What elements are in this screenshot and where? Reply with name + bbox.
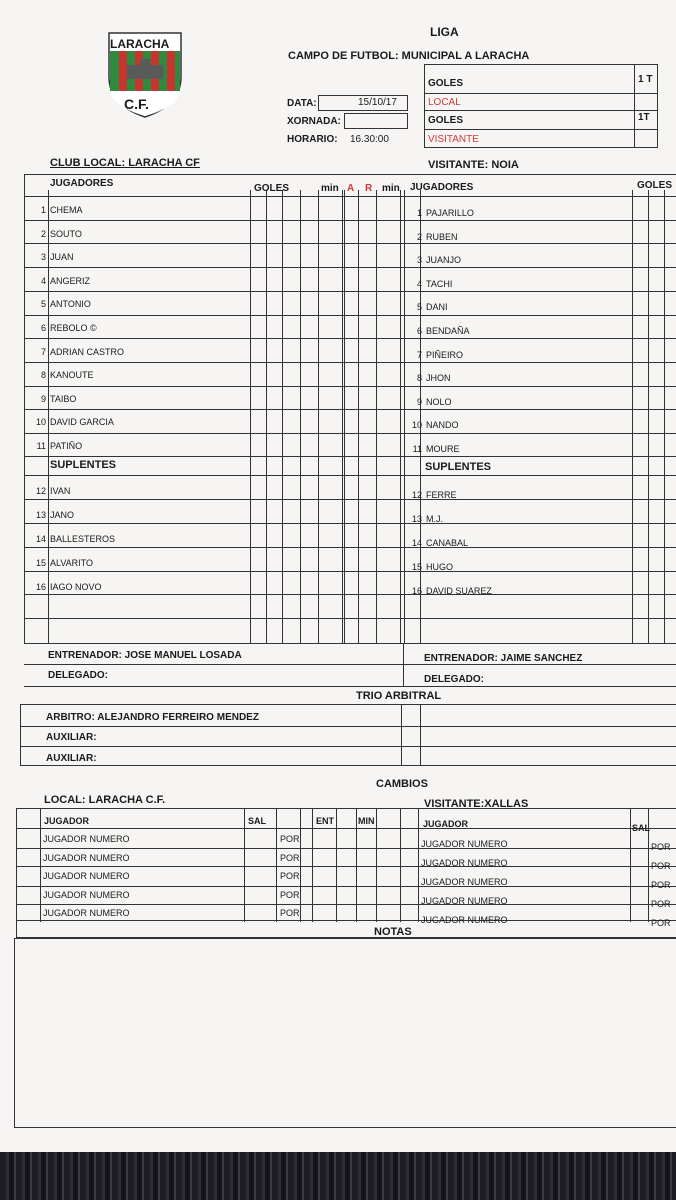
player-number: 5 <box>40 299 46 310</box>
local-delegate: DELEGADO: <box>48 670 108 681</box>
time-value: 16.30:00 <box>350 134 389 145</box>
player-name: TACHI <box>426 278 453 289</box>
changes-col-line <box>418 808 419 922</box>
sub-number: 15 <box>35 558 46 568</box>
sub-number: 13 <box>35 510 46 520</box>
score-goles-1: GOLES <box>428 78 464 89</box>
player-number: 1 <box>416 208 422 218</box>
notes-box <box>14 938 676 1128</box>
sub-number: 14 <box>35 534 46 544</box>
visitor-team-title: VISITANTE: NOIA <box>428 159 519 171</box>
club-name: LARACHA <box>110 37 170 51</box>
player-number: 2 <box>416 231 422 242</box>
player-number: 11 <box>412 444 422 454</box>
grid-col-line <box>344 190 345 644</box>
changes-visitor-por: POR <box>651 861 671 871</box>
score-visitor-label: VISITANTE <box>428 134 479 145</box>
player-number: 1 <box>40 205 46 215</box>
player-name: CHEMA <box>50 205 83 215</box>
player-number: 8 <box>416 373 422 384</box>
grid-row-line <box>24 338 676 339</box>
sub-number: 16 <box>35 582 46 592</box>
changes-visitor-row-label: JUGADOR NUMERO <box>421 915 508 925</box>
changes-visitor-por: POR <box>651 842 671 852</box>
visitor-delegate: DELEGADO: <box>424 674 484 685</box>
grid-col-line <box>318 190 319 644</box>
player-name: REBOLO © <box>50 323 97 333</box>
player-name: JHON <box>426 373 451 384</box>
grid-row-line <box>24 291 676 292</box>
changes-visitor-title: VISITANTE:XALLAS <box>424 798 529 810</box>
grid-row-line <box>24 362 676 363</box>
grid-col-line <box>48 190 49 644</box>
sub-name: M.J. <box>426 514 443 524</box>
sub-name: DAVID SUAREZ <box>426 586 492 596</box>
changes-local-player-header: JUGADOR <box>44 816 90 826</box>
sub-name: ALVARITO <box>50 558 94 568</box>
sub-number: 14 <box>411 538 422 548</box>
changes-visitor-por: POR <box>651 899 671 909</box>
changes-row-line <box>16 866 676 867</box>
sub-name: FERRE <box>426 490 457 500</box>
sub-name: IVAN <box>50 486 71 496</box>
date-value: 15/10/17 <box>358 97 397 108</box>
local-min-header-2: min <box>382 183 400 194</box>
sub-number: 16 <box>411 586 422 596</box>
changes-visitor-row-label: JUGADOR NUMERO <box>421 877 508 887</box>
player-name: DANI <box>426 302 448 313</box>
visitor-goles-header: GOLES <box>637 180 673 191</box>
player-number: 6 <box>416 326 422 336</box>
date-label: DATA: <box>287 98 317 109</box>
sub-name: IAGO NOVO <box>50 582 102 592</box>
changes-visitor-row-label: JUGADOR NUMERO <box>421 896 508 906</box>
player-name: DAVID GARCIA <box>50 417 114 428</box>
score-local-label: LOCAL <box>428 97 461 108</box>
player-number: 4 <box>416 278 422 289</box>
grid-col-line <box>266 190 267 644</box>
changes-row-line <box>16 848 676 849</box>
sub-name: BALLESTEROS <box>50 534 116 544</box>
changes-col-line <box>244 808 245 922</box>
changes-min-header: MIN <box>358 816 375 826</box>
grid-row-line <box>24 618 676 619</box>
changes-col-line <box>336 808 337 922</box>
grid-col-line <box>664 190 665 644</box>
local-coach: ENTRENADOR: JOSE MANUEL LOSADA <box>48 650 242 661</box>
sub-number: 15 <box>411 562 422 572</box>
sub-name: HUGO <box>426 562 453 572</box>
changes-local-por: POR <box>280 852 300 863</box>
local-subs-header: SUPLENTES <box>50 459 117 471</box>
player-name: JUANJO <box>426 255 462 266</box>
player-number: 9 <box>416 396 422 407</box>
player-name: PATIÑO <box>50 441 83 451</box>
grid-col-line <box>282 190 283 644</box>
local-team-title: CLUB LOCAL: LARACHA CF <box>50 157 200 169</box>
grid-row-line <box>24 433 676 434</box>
grid-row-line <box>24 196 676 197</box>
changes-local-por: POR <box>280 834 300 844</box>
local-players-header: JUGADORES <box>50 178 114 189</box>
changes-col-line <box>312 808 313 922</box>
changes-col-line <box>276 808 277 922</box>
changes-ent-header: ENT <box>316 816 334 826</box>
player-name: TAIBO <box>50 393 77 404</box>
player-number: 11 <box>36 441 46 451</box>
round-box <box>344 113 408 129</box>
changes-col-line <box>356 808 357 922</box>
player-number: 5 <box>416 302 422 313</box>
grid-col-line <box>342 190 343 644</box>
grid-row-line <box>24 456 676 457</box>
player-name: SOUTO <box>50 228 82 239</box>
changes-title: CAMBIOS <box>376 778 428 790</box>
changes-visitor-row-label: JUGADOR NUMERO <box>421 839 508 849</box>
player-name: KANOUTE <box>50 370 94 381</box>
player-number: 7 <box>40 346 46 357</box>
local-goles-header: GOLES <box>254 183 290 194</box>
player-name: PAJARILLO <box>426 208 474 218</box>
grid-col-line <box>358 190 359 644</box>
changes-visitor-por: POR <box>651 918 671 928</box>
player-name: JUAN <box>50 252 74 263</box>
grid-row-line <box>24 220 676 221</box>
grid-col-line <box>300 190 301 644</box>
sub-name: JANO <box>50 510 75 520</box>
changes-visitor-sal-header: SAL <box>632 823 650 833</box>
sub-number: 13 <box>411 514 422 524</box>
player-number: 2 <box>40 228 46 239</box>
changes-local-title: LOCAL: LARACHA C.F. <box>44 794 166 806</box>
grid-row-line <box>24 409 676 410</box>
grid-row-line <box>24 547 676 548</box>
referee-aux-2: AUXILIAR: <box>46 753 97 764</box>
changes-local-row-label: JUGADOR NUMERO <box>43 889 130 900</box>
local-min-header-1: min <box>321 183 339 194</box>
score-goles-2: GOLES <box>428 115 464 126</box>
changes-local-por: POR <box>280 871 300 881</box>
grid-col-line <box>632 190 633 644</box>
local-yellow-header: A <box>347 183 355 194</box>
grid-col-line <box>648 190 649 644</box>
changes-col-line <box>630 808 631 922</box>
player-name: MOURE <box>426 444 460 454</box>
referees-title: TRIO ARBITRAL <box>356 690 442 702</box>
sub-number: 12 <box>411 490 422 500</box>
visitor-coach: ENTRENADOR: JAIME SANCHEZ <box>424 653 583 664</box>
grid-row-line <box>24 386 676 387</box>
changes-sal-header: SAL <box>248 816 266 826</box>
changes-col-line <box>376 808 377 922</box>
score-half-1: 1 T <box>638 74 653 85</box>
changes-local-por: POR <box>280 889 300 900</box>
player-number: 4 <box>40 275 46 286</box>
changes-row-line <box>16 828 676 829</box>
player-name: ANGERIZ <box>50 275 91 286</box>
changes-local-row-label: JUGADOR NUMERO <box>43 834 130 844</box>
player-number: 7 <box>416 349 422 360</box>
changes-row-line <box>16 886 676 887</box>
changes-row-line <box>16 904 676 905</box>
grid-row-line <box>24 594 676 595</box>
changes-visitor-row-label: JUGADOR NUMERO <box>421 858 508 868</box>
competition-title: LIGA <box>430 25 459 39</box>
changes-col-line <box>40 808 41 922</box>
changes-col-line <box>300 808 301 922</box>
referee-main: ARBITRO: ALEJANDRO FERREIRO MENDEZ <box>46 712 259 723</box>
score-half-2: 1T <box>638 112 650 123</box>
player-name: NOLO <box>426 396 452 407</box>
grid-col-line <box>376 190 377 644</box>
visitor-subs-header: SUPLENTES <box>425 461 492 473</box>
player-name: PIÑEIRO <box>426 349 464 360</box>
changes-local-row-label: JUGADOR NUMERO <box>43 908 130 918</box>
player-number: 9 <box>40 393 46 404</box>
changes-visitor-player-header: JUGADOR <box>423 819 469 829</box>
visitor-players-header: JUGADORES <box>410 182 474 193</box>
player-number: 6 <box>40 323 46 333</box>
changes-visitor-por: POR <box>651 880 671 890</box>
club-suffix: C.F. <box>124 96 149 112</box>
changes-local-por: POR <box>280 908 300 918</box>
grid-row-line <box>24 243 676 244</box>
grid-row-line <box>24 571 676 572</box>
player-number: 3 <box>416 255 422 266</box>
notes-title: NOTAS <box>374 926 412 938</box>
field-line: CAMPO DE FUTBOL: MUNICIPAL A LARACHA <box>288 50 530 62</box>
sub-name: CANABAL <box>426 538 469 548</box>
fabric-background <box>0 1152 676 1200</box>
player-name: NANDO <box>426 420 459 431</box>
player-name: ADRIAN CASTRO <box>50 346 125 357</box>
changes-row-line <box>16 920 676 921</box>
local-red-header: R <box>365 183 373 194</box>
grid-col-line <box>250 190 251 644</box>
grid-row-line <box>24 499 676 500</box>
player-number: 8 <box>40 370 46 381</box>
player-number: 10 <box>411 420 422 431</box>
time-label: HORARIO: <box>287 134 338 145</box>
grid-row-line <box>24 523 676 524</box>
player-number: 10 <box>35 417 46 428</box>
player-number: 3 <box>40 252 46 263</box>
changes-local-row-label: JUGADOR NUMERO <box>43 871 130 881</box>
referee-aux-1: AUXILIAR: <box>46 732 97 743</box>
grid-row-line <box>24 475 676 476</box>
grid-row-line <box>24 315 676 316</box>
grid-row-line <box>24 267 676 268</box>
player-name: RUBEN <box>426 231 458 242</box>
round-label: XORNADA: <box>287 116 341 127</box>
sub-number: 12 <box>35 486 46 496</box>
player-name: ANTONIO <box>50 299 91 310</box>
changes-local-row-label: JUGADOR NUMERO <box>43 852 130 863</box>
player-name: BENDAÑA <box>426 326 470 336</box>
changes-col-line <box>400 808 401 922</box>
